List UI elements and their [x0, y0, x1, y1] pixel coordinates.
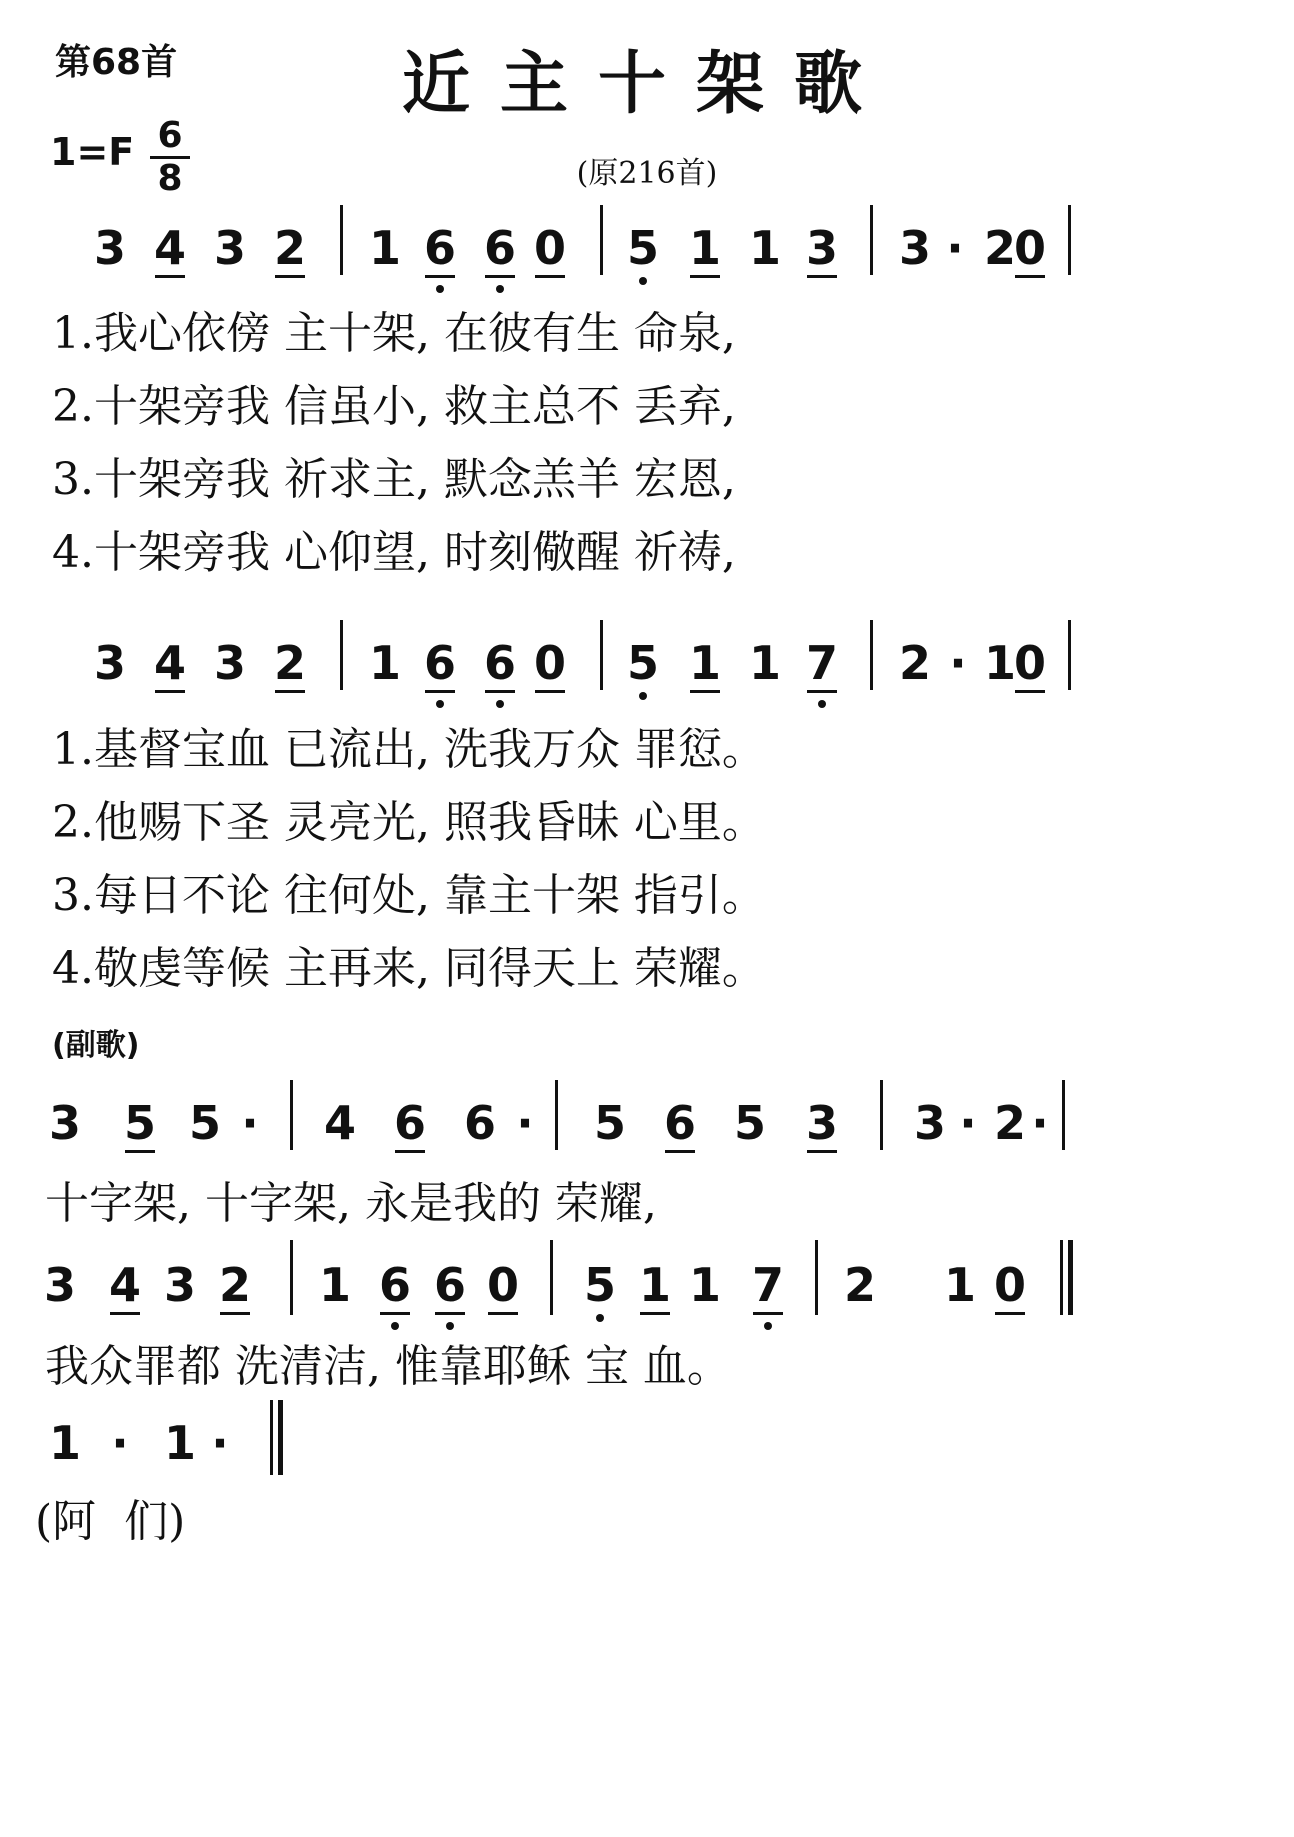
verse-line: 4.敬虔等候 主再来, 同得天上 荣耀。: [52, 943, 766, 994]
time-signature: [150, 115, 190, 199]
note-underline: [535, 275, 565, 278]
note: 1: [943, 1258, 976, 1312]
note: 7: [751, 1258, 784, 1312]
verse-line: 2.他赐下圣 灵亮光, 照我昏昧 心里。: [52, 797, 766, 848]
note: 0: [993, 1258, 1026, 1312]
bar-line: [290, 1240, 293, 1315]
note-underline: [753, 1312, 783, 1315]
note-underline: [485, 275, 515, 278]
note: 1: [48, 1416, 81, 1470]
note: 4: [153, 636, 186, 690]
note: 0: [533, 636, 566, 690]
note-underline: [435, 1312, 465, 1315]
note-underline: [485, 690, 515, 693]
octave-dot: [496, 285, 504, 293]
octave-dot: [818, 700, 826, 708]
verse-line: 4.十架旁我 心仰望, 时刻儆醒 祈祷,: [52, 527, 736, 578]
note: 3: [913, 1096, 946, 1150]
note: 1: [688, 636, 721, 690]
note: 5: [188, 1096, 221, 1150]
note-underline: [690, 690, 720, 693]
hymn-number: 第68首: [55, 42, 178, 83]
bar-line: [290, 1080, 293, 1150]
note-underline: [425, 275, 455, 278]
bar-line: [600, 620, 603, 690]
note-underline: [1015, 275, 1045, 278]
double-bar-line: [1060, 1240, 1063, 1315]
note: 2: [273, 636, 306, 690]
note: 1: [748, 221, 781, 275]
chorus-line: 十字架, 十字架, 永是我的 荣耀,: [45, 1178, 657, 1229]
note-underline: [807, 1150, 837, 1153]
note-underline: [807, 690, 837, 693]
key-signature: 1=F: [50, 130, 135, 174]
note: 5: [593, 1096, 626, 1150]
verse-line: 2.十架旁我 信虽小, 救主总不 丢弃,: [52, 381, 736, 432]
bar-line: [550, 1240, 553, 1315]
dot-extension: ·: [211, 1416, 229, 1470]
bar-line: [340, 205, 343, 275]
double-bar-line: [1068, 1240, 1073, 1315]
bar-line: [1068, 620, 1071, 690]
dot-extension: ·: [241, 1096, 259, 1150]
note-underline: [395, 1150, 425, 1153]
note: 5: [626, 221, 659, 275]
note: 6: [423, 221, 456, 275]
note: 0: [486, 1258, 519, 1312]
note: 6: [483, 636, 516, 690]
note: 7: [805, 636, 838, 690]
dot-extension: ·: [111, 1416, 129, 1470]
note: 1: [688, 221, 721, 275]
note: 6: [393, 1096, 426, 1150]
note: 0: [533, 221, 566, 275]
bar-line: [340, 620, 343, 690]
note: 2: [218, 1258, 251, 1312]
bar-line: [870, 620, 873, 690]
note: 3: [48, 1096, 81, 1150]
dot-extension: ·: [516, 1096, 534, 1150]
double-bar-line: [270, 1400, 273, 1475]
amen-line: (阿 们): [35, 1496, 186, 1547]
bar-line: [880, 1080, 883, 1150]
note: 2: [843, 1258, 876, 1312]
note: 1: [163, 1416, 196, 1470]
note: 3: [213, 221, 246, 275]
note: 3: [213, 636, 246, 690]
note-underline: [1015, 690, 1045, 693]
note: 3: [93, 221, 126, 275]
dot-extension: ·: [959, 1096, 977, 1150]
note-underline: [275, 690, 305, 693]
note: 1: [638, 1258, 671, 1312]
note: 1: [748, 636, 781, 690]
note: 1: [368, 636, 401, 690]
verse-line: 3.十架旁我 祈求主, 默念羔羊 宏恩,: [52, 454, 736, 505]
note: 6: [433, 1258, 466, 1312]
note-underline: [535, 690, 565, 693]
note-underline: [488, 1312, 518, 1315]
note-underline: [275, 275, 305, 278]
dot-extension: ·: [949, 636, 967, 690]
verse-line: 3.每日不论 往何处, 靠主十架 指引。: [52, 870, 766, 921]
note: 6: [483, 221, 516, 275]
octave-dot: [391, 1322, 399, 1330]
note: 1: [368, 221, 401, 275]
verse-line: 1.我心依傍 主十架, 在彼有生 命泉,: [52, 308, 736, 359]
octave-dot: [436, 700, 444, 708]
octave-dot: [446, 1322, 454, 1330]
note-underline: [380, 1312, 410, 1315]
note: 4: [323, 1096, 356, 1150]
bar-line: [815, 1240, 818, 1315]
chorus-line: 我众罪都 洗清洁, 惟靠耶稣 宝 血。: [45, 1341, 731, 1392]
octave-dot: [639, 692, 647, 700]
note-underline: [125, 1150, 155, 1153]
note: 6: [463, 1096, 496, 1150]
bar-line: [1068, 205, 1071, 275]
note: 4: [153, 221, 186, 275]
note: 5: [583, 1258, 616, 1312]
dot-extension: ·: [946, 221, 964, 275]
note: 6: [423, 636, 456, 690]
note: 6: [663, 1096, 696, 1150]
note: 2: [273, 221, 306, 275]
chorus-label: (副歌): [52, 1028, 140, 1063]
note-underline: [995, 1312, 1025, 1315]
note-underline: [807, 275, 837, 278]
note-underline: [690, 275, 720, 278]
note: 2: [898, 636, 931, 690]
note-underline: [110, 1312, 140, 1315]
note-underline: [220, 1312, 250, 1315]
note: 6: [378, 1258, 411, 1312]
note: 3: [805, 221, 838, 275]
note-underline: [155, 275, 185, 278]
note: 0: [1013, 636, 1046, 690]
note: 5: [123, 1096, 156, 1150]
bar-line: [1062, 1080, 1065, 1150]
time-signature-bottom: 8: [157, 158, 183, 199]
note: 1: [688, 1258, 721, 1312]
note-underline: [640, 1312, 670, 1315]
note: 2: [993, 1096, 1026, 1150]
octave-dot: [496, 700, 504, 708]
octave-dot: [596, 1314, 604, 1322]
note: 3: [805, 1096, 838, 1150]
bar-line: [555, 1080, 558, 1150]
bar-line: [600, 205, 603, 275]
note: 1: [318, 1258, 351, 1312]
note: 3: [43, 1258, 76, 1312]
octave-dot: [639, 277, 647, 285]
note-underline: [155, 690, 185, 693]
note: 2: [983, 221, 1016, 275]
dot-extension: ·: [1031, 1096, 1049, 1150]
note: 0: [1013, 221, 1046, 275]
octave-dot: [764, 1322, 772, 1330]
time-signature-top: 6: [150, 118, 190, 159]
bar-line: [870, 205, 873, 275]
note: 3: [163, 1258, 196, 1312]
note: 5: [626, 636, 659, 690]
note: 1: [983, 636, 1016, 690]
note: 3: [93, 636, 126, 690]
octave-dot: [436, 285, 444, 293]
verse-line: 1.基督宝血 已流出, 洗我万众 罪愆。: [52, 724, 766, 775]
note: 3: [898, 221, 931, 275]
original-number: (原216首): [576, 156, 718, 191]
note: 4: [108, 1258, 141, 1312]
note-underline: [665, 1150, 695, 1153]
note-underline: [425, 690, 455, 693]
hymn-title: 近主十架歌: [401, 44, 892, 124]
double-bar-line: [278, 1400, 283, 1475]
note: 5: [733, 1096, 766, 1150]
